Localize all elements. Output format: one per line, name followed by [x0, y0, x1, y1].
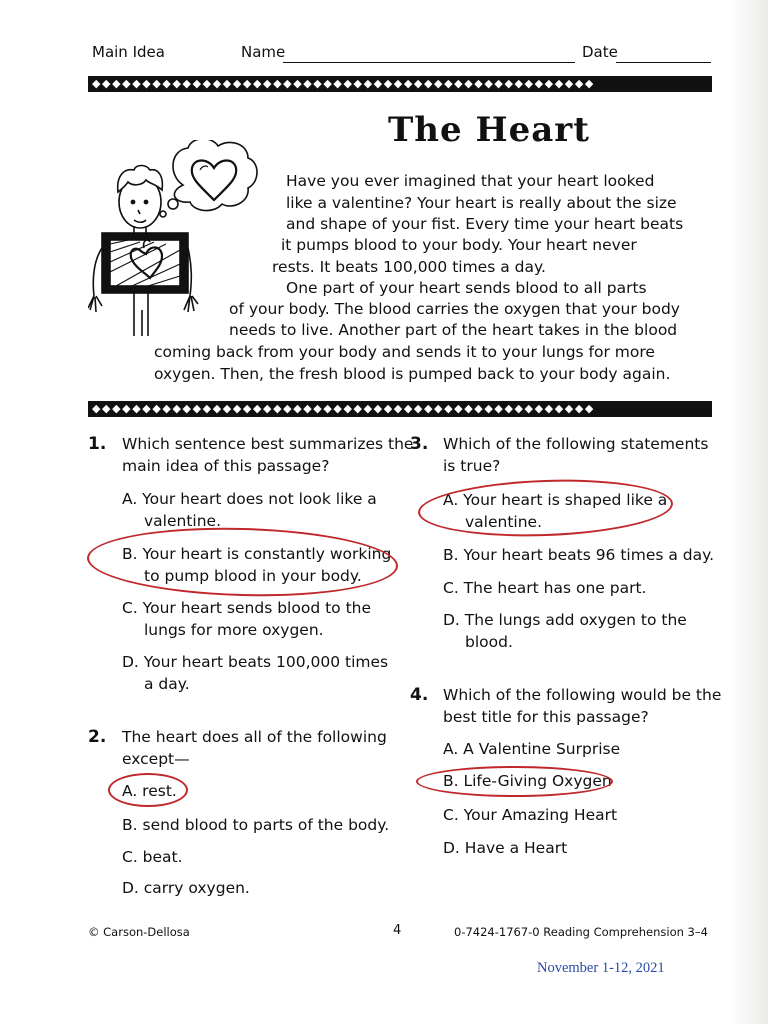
question-3-number: 3. — [410, 434, 429, 454]
question-1-prompt: Which sentence best summarizes the main idea of this passage? — [122, 435, 414, 475]
passage-line: rests. It beats 100,000 times a day. — [272, 258, 546, 276]
heart-icon — [192, 161, 237, 201]
scan-edge — [728, 0, 768, 1024]
passage-line: needs to live. Another part of the heart takes in the blood — [229, 321, 678, 339]
name-label: Name — [241, 43, 286, 61]
question-2-prompt: The heart does all of the following except— — [122, 728, 387, 768]
hair — [118, 166, 163, 193]
book-reference: 0-7424-1767-0 Reading Comprehension 3–4 — [454, 925, 708, 939]
question-2-option-a[interactable]: A. rest. — [122, 782, 177, 800]
question-4-number: 4. — [410, 685, 429, 705]
question-2-option-d[interactable]: D. carry oxygen. — [122, 879, 250, 897]
date-label: Date — [582, 43, 618, 61]
middle-diamond-border: ◆◆◆◆◆◆◆◆◆◆◆◆◆◆◆◆◆◆◆◆◆◆◆◆◆◆◆◆◆◆◆◆◆◆◆◆◆◆◆◆◆◆◆◆◆◆◆◆◆◆ — [88, 401, 712, 417]
page-title: The Heart — [388, 110, 590, 150]
question-4-option-a[interactable]: A. A Valentine Surprise — [443, 740, 621, 758]
passage-line: of your body. The blood carries the oxygen that your body — [229, 300, 680, 318]
passage-line: coming back from your body and sends it to your lungs for more — [154, 343, 655, 361]
question-3-option-d[interactable]: D. The lungs add oxygen to the blood. — [443, 611, 687, 651]
question-1-option-c[interactable]: C. Your heart sends blood to the lungs for more oxygen. — [122, 599, 372, 639]
top-diamond-border: ◆◆◆◆◆◆◆◆◆◆◆◆◆◆◆◆◆◆◆◆◆◆◆◆◆◆◆◆◆◆◆◆◆◆◆◆◆◆◆◆◆◆◆◆◆◆◆◆◆◆ — [88, 76, 712, 92]
name-line[interactable] — [283, 62, 575, 63]
question-2-option-c[interactable]: C. beat. — [122, 848, 183, 866]
main-idea-label: Main Idea — [92, 43, 165, 61]
passage-line: oxygen. Then, the fresh blood is pumped back to your body again. — [154, 365, 671, 383]
passage-line: like a valentine? Your heart is really about the size — [286, 194, 677, 212]
question-2-number: 2. — [88, 727, 107, 747]
passage-line: and shape of your fist. Every time your heart beats — [286, 215, 684, 233]
question-2-option-b[interactable]: B. send blood to parts of the body. — [122, 816, 390, 834]
question-3-option-c[interactable]: C. The heart has one part. — [443, 579, 647, 597]
question-4-option-c[interactable]: C. Your Amazing Heart — [443, 806, 618, 824]
passage-line: Have you ever imagined that your heart looked — [286, 172, 655, 190]
question-3-prompt: Which of the following statements is true? — [443, 435, 709, 475]
copyright: © Carson-Dellosa — [88, 925, 190, 939]
question-3-option-b[interactable]: B. Your heart beats 96 times a day. — [443, 546, 715, 564]
date-stamp: November 1-12, 2021 — [537, 960, 665, 976]
passage-line: One part of your heart sends blood to all parts — [286, 279, 647, 297]
question-1-option-a[interactable]: A. Your heart does not look like a valentine. — [122, 490, 377, 530]
page-number: 4 — [393, 923, 402, 938]
question-4-option-d[interactable]: D. Have a Heart — [443, 839, 568, 857]
question-4-option-b[interactable]: B. Life-Giving Oxygen — [443, 772, 612, 790]
question-4-prompt: Which of the following would be the best title for this passage? — [443, 686, 722, 726]
question-1-option-b[interactable]: B. Your heart is constantly working to pump blood in your body. — [122, 545, 392, 585]
question-1-number: 1. — [88, 434, 107, 454]
date-line[interactable] — [616, 62, 711, 63]
question-3-option-a[interactable]: A. Your heart is shaped like a valentine. — [443, 491, 668, 531]
passage-line: it pumps blood to your body. Your heart never — [281, 236, 637, 254]
question-1-option-d[interactable]: D. Your heart beats 100,000 times a day. — [122, 653, 389, 693]
